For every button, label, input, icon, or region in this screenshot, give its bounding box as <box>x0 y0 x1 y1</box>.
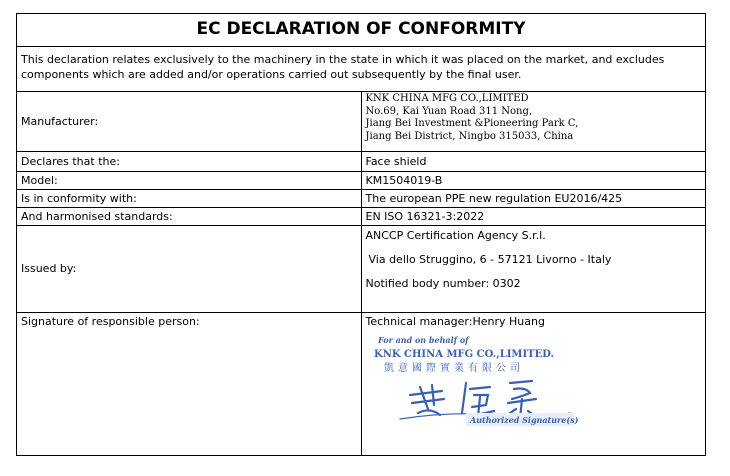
stamp-graphic <box>370 333 590 428</box>
agency-name: ANCCP Certification Agency S.r.l. <box>365 229 546 242</box>
manufacturer-line: Jiang Bei Investment &Pioneering Park C, <box>365 118 579 129</box>
manufacturer-label: Manufacturer: <box>17 92 362 152</box>
signature-label: Signature of responsible person: <box>17 313 362 456</box>
declares-value: Face shield <box>361 152 706 172</box>
technical-manager: Technical manager:Henry Huang <box>365 315 545 328</box>
document-title: EC DECLARATION OF CONFORMITY <box>17 14 706 47</box>
notified-body: Notified body number: 0302 <box>365 277 521 290</box>
issued-label: Issued by: <box>17 226 362 313</box>
stamp-line-1: For and on behalf of <box>377 335 469 345</box>
manufacturer-address <box>361 92 706 152</box>
manufacturer-line: KNK CHINA MFG CO.,LIMITED <box>365 93 529 104</box>
standards-label: And harmonised standards: <box>17 208 362 226</box>
intro-text: This declaration relates exclusively to the machinery in the state in which it was placed on the market, and excludes components which are added and/or operations carried out subsequently by the final user. <box>17 47 706 92</box>
declaration-table <box>16 13 706 456</box>
manufacturer-line: No.69, Kai Yuan Road 311 Nong, <box>365 105 533 117</box>
declaration-document <box>16 13 706 456</box>
agency-address: Via dello Struggino, 6 - 57121 Livorno - Italy <box>368 253 612 266</box>
stamp-line-2: KNK CHINA MFG CO.,LIMITED. <box>373 349 554 360</box>
declares-label: Declares that the: <box>17 152 362 172</box>
issued-details <box>361 226 706 313</box>
model-value: KM1504019-B <box>361 172 706 190</box>
manufacturer-line: Jiang Bei District, Ningbo 315033, China <box>365 130 574 142</box>
stamp-line-3: 凱意國際實業有限公司 <box>383 363 524 374</box>
conformity-label: Is in conformity with: <box>17 190 362 208</box>
company-stamp <box>370 333 590 428</box>
model-label: Model: <box>17 172 362 190</box>
signature-details <box>361 313 706 456</box>
standards-value: EN ISO 16321-3:2022 <box>361 208 706 226</box>
conformity-value: The european PPE new regulation EU2016/425 <box>361 190 706 208</box>
stamp-line-4: Authorized Signature(s) <box>469 415 578 425</box>
